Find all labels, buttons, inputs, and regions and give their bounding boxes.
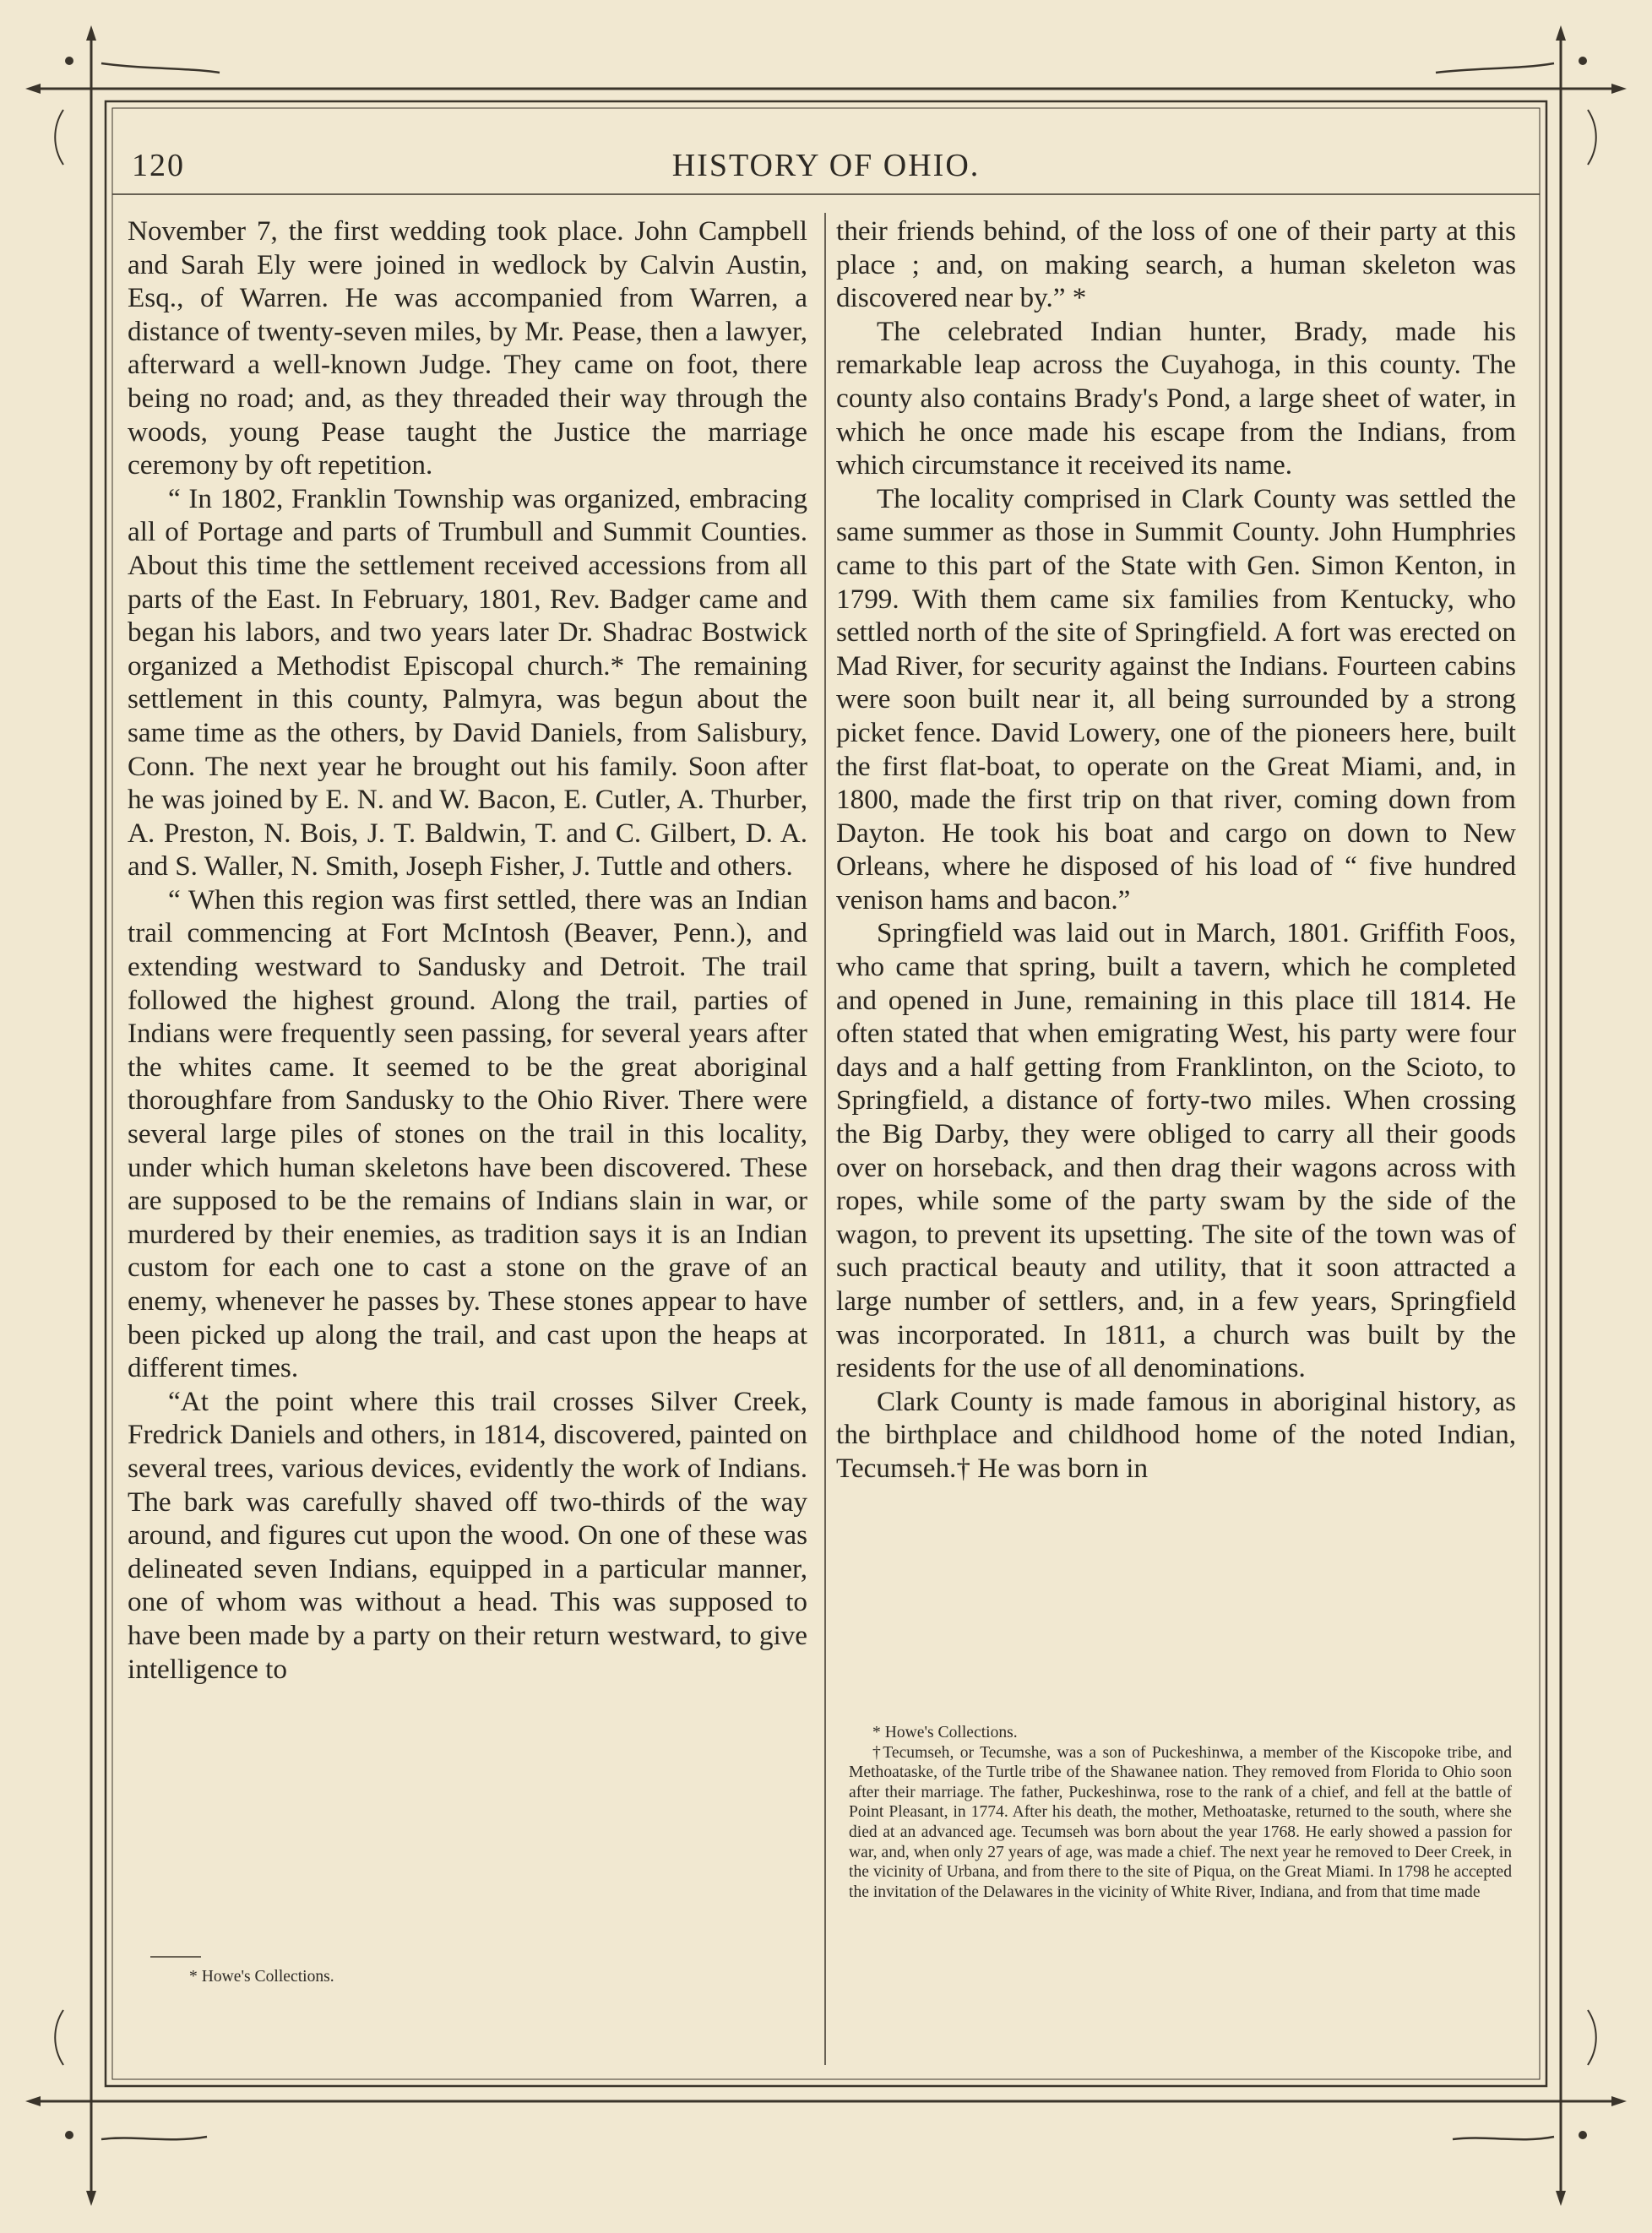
page-header <box>125 142 1527 189</box>
page-title: HISTORY OF OHIO. <box>671 148 981 183</box>
right-footnotes <box>849 1723 1512 1902</box>
right-paragraph-1: their friends behind, of the loss of one of their party at this place ; and, on making search, a human skeleton was discovered near by.” * <box>836 215 1516 314</box>
left-paragraph-1: November 7, the first wedding took place. John Campbell and Sarah Ely were joined in wedlock by Calvin Austin, Esq., of Warren. He was accompanied from Warren, a distance of twenty-seven miles, by Mr. Pease, then a lawyer, afterward a well-known Judge. They came on foot, there being no road; and, as they threaded their way through the woods, young Pease taught the Justice the marriage ceremony by oft repetition. <box>128 215 807 481</box>
left-footnotes <box>166 1967 672 1987</box>
right-footnote-2: †Tecumseh, or Tecumshe, was a son of Puckeshinwa, a member of the Kiscopoke tribe, and Methoataske, of the Turtle tribe of the Shawanee nation. They removed from Florida to Ohio soon after their marriage. The father, Puckeshinwa, rose to the rank of a chief, and fell at the battle of Point Pleasant, in 1774. After his death, the mother, Methoataske, returned to the south, where she died at an advanced age. Tecumseh was born about the year 1768. He early showed a passion for war, and, when only 27 years of age, was made a chief. The next year he removed to Deer Creek, in the vicinity of Urbana, and from there to the site of Piqua, on the Great Miami. In 1798 he accepted the invitation of the Delawares in the vicinity of White River, Indiana, and from that time made <box>849 1743 1512 1901</box>
left-paragraph-4: “At the point where this trail crosses Silver Creek, Fredrick Daniels and others, in 1814, discovered, painted on several trees, various devices, evidently the work of Indians. The bark was carefully shaved off two-thirds of the way around, and figures cut upon the wood. On one of these was delineated seven Indians, equipped in a particular manner, one of whom was without a head. This was supposed to have been made by a party on their return westward, to give intelligence to <box>128 1385 807 1685</box>
right-paragraph-4: Springfield was laid out in March, 1801. Griffith Foos, who came that spring, built a tavern, which he completed and opened in June, remaining in this place till 1814. He often stated that when emigrating West, his party were four days and a half getting from Franklinton, on the Scioto, to Springfield, a distance of forty-two miles. When crossing the Big Darby, they were obliged to carry all their goods over on horseback, and then drag their wagons across with ropes, while some of the party swam by the side of the wagon, to prevent its upsetting. The site of the town was of such practical beauty and utility, that it soon attracted a large number of settlers, and, in a few years, Springfield was incorporated. In 1811, a church was built by the residents for the use of all denominations. <box>836 917 1516 1384</box>
right-column <box>836 215 1516 1709</box>
left-column <box>128 215 807 1937</box>
left-footnote-rule <box>150 1956 201 1958</box>
left-footnote-1: * Howe's Collections. <box>189 1968 334 1986</box>
left-paragraph-2: “ In 1802, Franklin Township was organized, embracing all of Portage and parts of Trumbull and Summit Counties. About this time the settlement received accessions from all parts of the East. In February, 1801, Rev. Badger came and began his labors, and two years later Dr. Shadrac Bostwick organized a Methodist Episcopal church.* The remaining settlement in this county, Palmyra, was begun about the same time as the others, by David Daniels, from Salisbury, Conn. The next year he brought out his family. Soon after he was joined by E. N. and W. Bacon, E. Cutler, A. Thurber, A. Preston, N. Bois, J. T. Baldwin, T. and C. Gilbert, D. A. and S. Waller, N. Smith, Joseph Fisher, J. Tuttle and others. <box>128 482 807 883</box>
right-paragraph-3: The locality comprised in Clark County was settled the same summer as those in Summit County. John Humphries came to this part of the State with Gen. Simon Kenton, in 1799. With them came six families from Kentucky, who settled north of the site of Springfield. A fort was erected on Mad River, for security against the Indians. Fourteen cabins were soon built near it, all being surrounded by a strong picket fence. David Lowery, one of the pioneers here, built the first flat-boat, to operate on the Great Miami, and, in 1800, made the first trip on that river, coming down from Dayton. He took his boat and cargo on down to New Orleans, where he disposed of his load of “ five hundred venison hams and bacon.” <box>836 482 1516 915</box>
right-footnote-1: * Howe's Collections. <box>872 1724 1018 1741</box>
page-number: 120 <box>132 148 185 183</box>
left-paragraph-3: “ When this region was first settled, there was an Indian trail commencing at Fort McIntosh (Beaver, Penn.), and extending westward to Sandusky and Detroit. The trail followed the highest ground. Along the trail, parties of Indians were frequently seen passing, for several years after the whites came. It seemed to be the great aboriginal thoroughfare from Sandusky to the Ohio River. There were several large piles of stones on the trail in this locality, under which human skeletons have been discovered. These are supposed to be the remains of Indians slain in war, or murdered by their enemies, as tradition says it is an Indian custom for each one to cast a stone on the grave of an enemy, whenever he passes by. These stones appear to have been picked up along the trail, and cast upon the heaps at different times. <box>128 883 807 1384</box>
right-paragraph-2: The celebrated Indian hunter, Brady, made his remarkable leap across the Cuyahoga, in this county. The county also contains Brady's Pond, a large sheet of water, in which he once made his escape from the Indians, from which circumstance it received its name. <box>836 315 1516 481</box>
right-paragraph-5: Clark County is made famous in aboriginal history, as the birthplace and childhood home of the noted Indian, Tecumseh.† He was born in <box>836 1385 1516 1484</box>
